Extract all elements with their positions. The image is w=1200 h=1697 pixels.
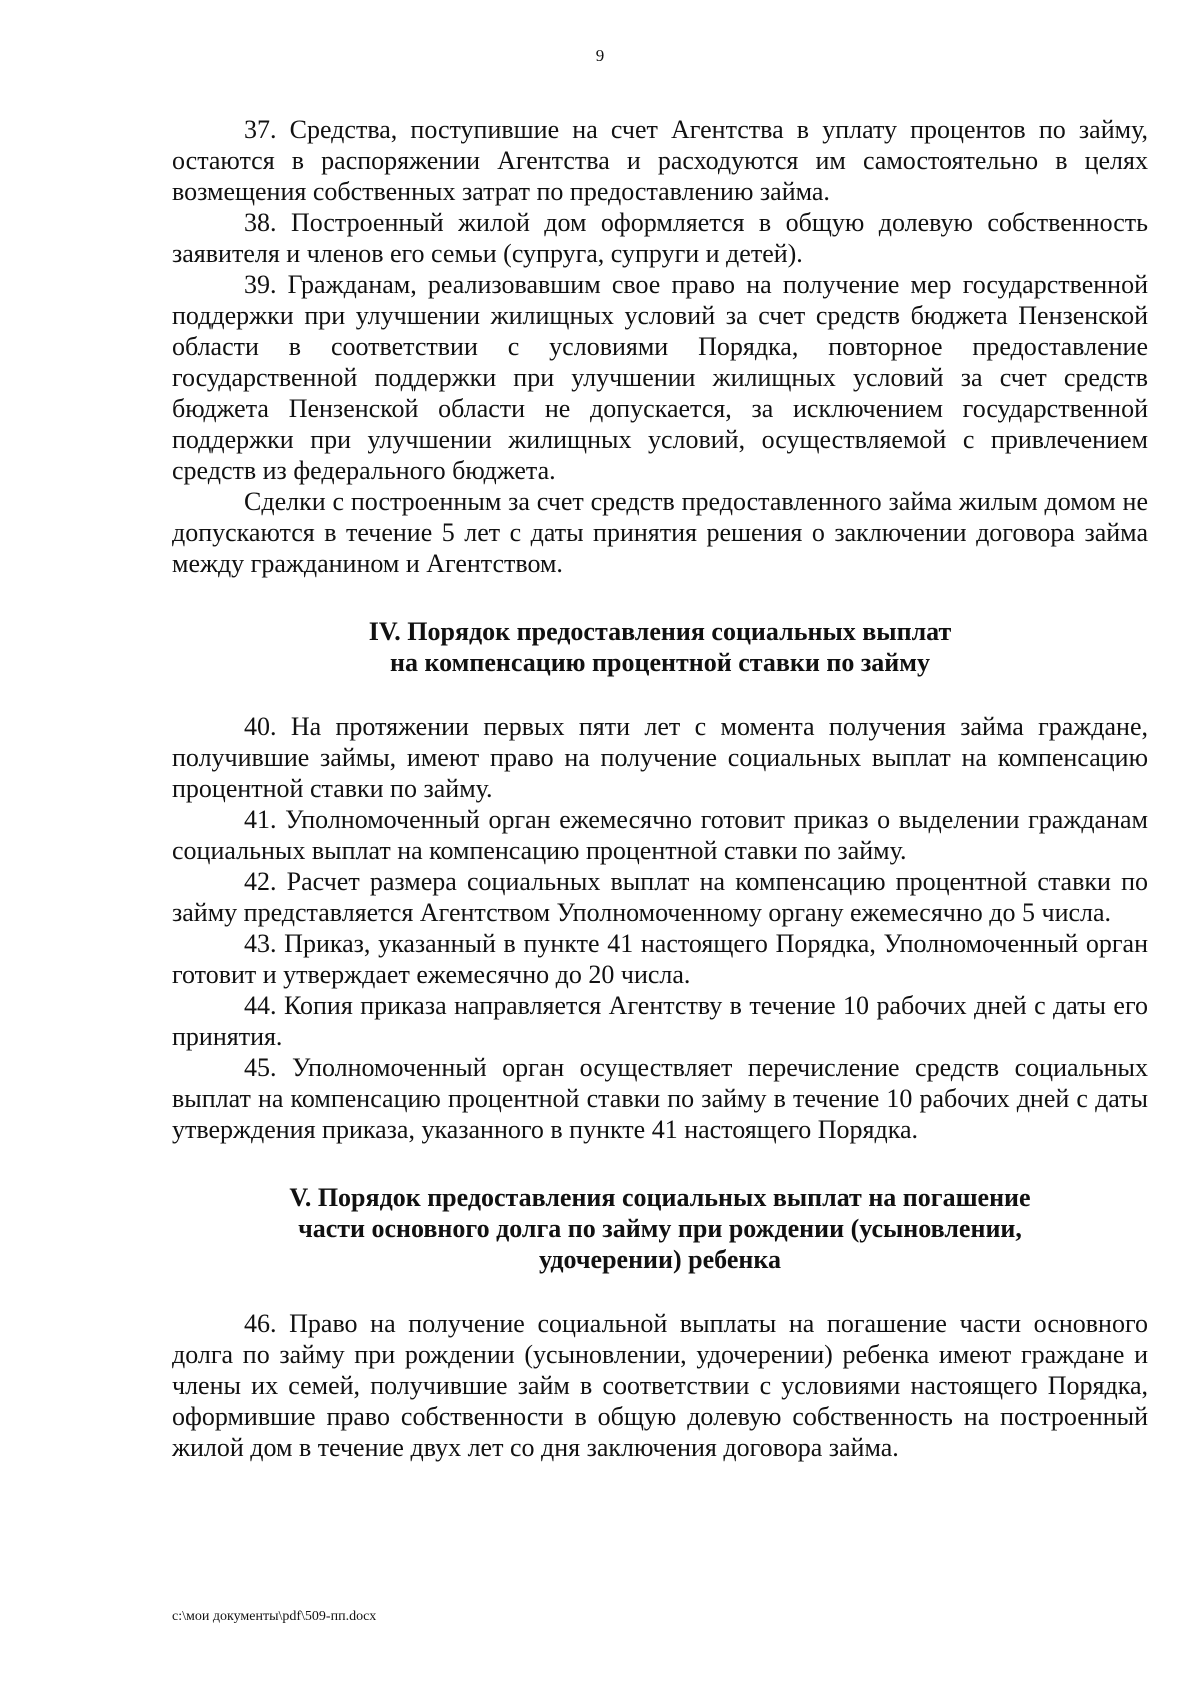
paragraph-42: 42. Расчет размера социальных выплат на компенсацию процентной ставки по займу представляется Агентством Уполномоченному органу ежемесячно до 5 числа. xyxy=(172,867,1148,927)
section-4-heading xyxy=(172,616,1148,678)
section-5-heading-line-2: части основного долга по займу при рождении (усыновлении, xyxy=(298,1214,1022,1243)
footer-file-path: c:\мои документы\pdf\509-пп.docx xyxy=(172,1609,377,1624)
paragraph-39-continuation: Сделки с построенным за счет средств предоставленного займа жилым домом не допускаются в течение 5 лет с даты принятия решения о заключении договора займа между гражданином и Агентством. xyxy=(172,487,1148,578)
section-4-heading-line-1: IV. Порядок предоставления социальных выплат xyxy=(368,617,952,646)
paragraph-46: 46. Право на получение социальной выплаты на погашение части основного долга по займу при рождении (усыновлении, удочерении) ребенка имеют граждане и члены их семей, получившие займ в соответствии с условиями настоящего Порядка, оформившие право собственности в общую долевую собственность на построенный жилой дом в течение двух лет со дня заключения договора займа. xyxy=(172,1309,1148,1462)
paragraph-39: 39. Гражданам, реализовавшим свое право на получение мер государственной поддержки при улучшении жилищных условий за счет средств бюджета Пензенской области в соответствии с условиями Порядка, повторное предоставление государственной поддержки при улучшении жилищных условий за счет средств бюджета Пензенской области не допускается, за исключением государственной поддержки при улучшении жилищных условий, осуществляемой с привлечением средств из федерального бюджета. xyxy=(172,270,1148,485)
paragraph-38: 38. Построенный жилой дом оформляется в общую долевую собственность заявителя и членов его семьи (супруга, супруги и детей). xyxy=(172,208,1148,268)
document-body xyxy=(172,114,1148,1463)
section-5-heading xyxy=(172,1182,1148,1275)
section-5-heading-line-1: V. Порядок предоставления социальных выплат на погашение xyxy=(289,1183,1031,1212)
page-number: 9 xyxy=(595,46,605,65)
paragraph-43: 43. Приказ, указанный в пункте 41 настоящего Порядка, Уполномоченный орган готовит и утверждает ежемесячно до 20 числа. xyxy=(172,929,1148,989)
section-4-heading-line-2: на компенсацию процентной ставки по займу xyxy=(390,648,930,677)
paragraph-41: 41. Уполномоченный орган ежемесячно готовит приказ о выделении гражданам социальных выплат на компенсацию процентной ставки по займу. xyxy=(172,805,1148,865)
paragraph-37: 37. Средства, поступившие на счет Агентства в уплату процентов по займу, остаются в распоряжении Агентства и расходуются им самостоятельно в целях возмещения собственных затрат по предоставлению займа. xyxy=(172,115,1148,206)
paragraph-45: 45. Уполномоченный орган осуществляет перечисление средств социальных выплат на компенсацию процентной ставки по займу в течение 10 рабочих дней с даты утверждения приказа, указанного в пункте 41 настоящего Порядка. xyxy=(172,1053,1148,1144)
paragraph-40: 40. На протяжении первых пяти лет с момента получения займа граждане, получившие займы, имеют право на получение социальных выплат на компенсацию процентной ставки по займу. xyxy=(172,712,1148,803)
section-5-heading-line-3: удочерении) ребенка xyxy=(539,1245,781,1274)
paragraph-44: 44. Копия приказа направляется Агентству в течение 10 рабочих дней с даты его принятия. xyxy=(172,991,1148,1051)
